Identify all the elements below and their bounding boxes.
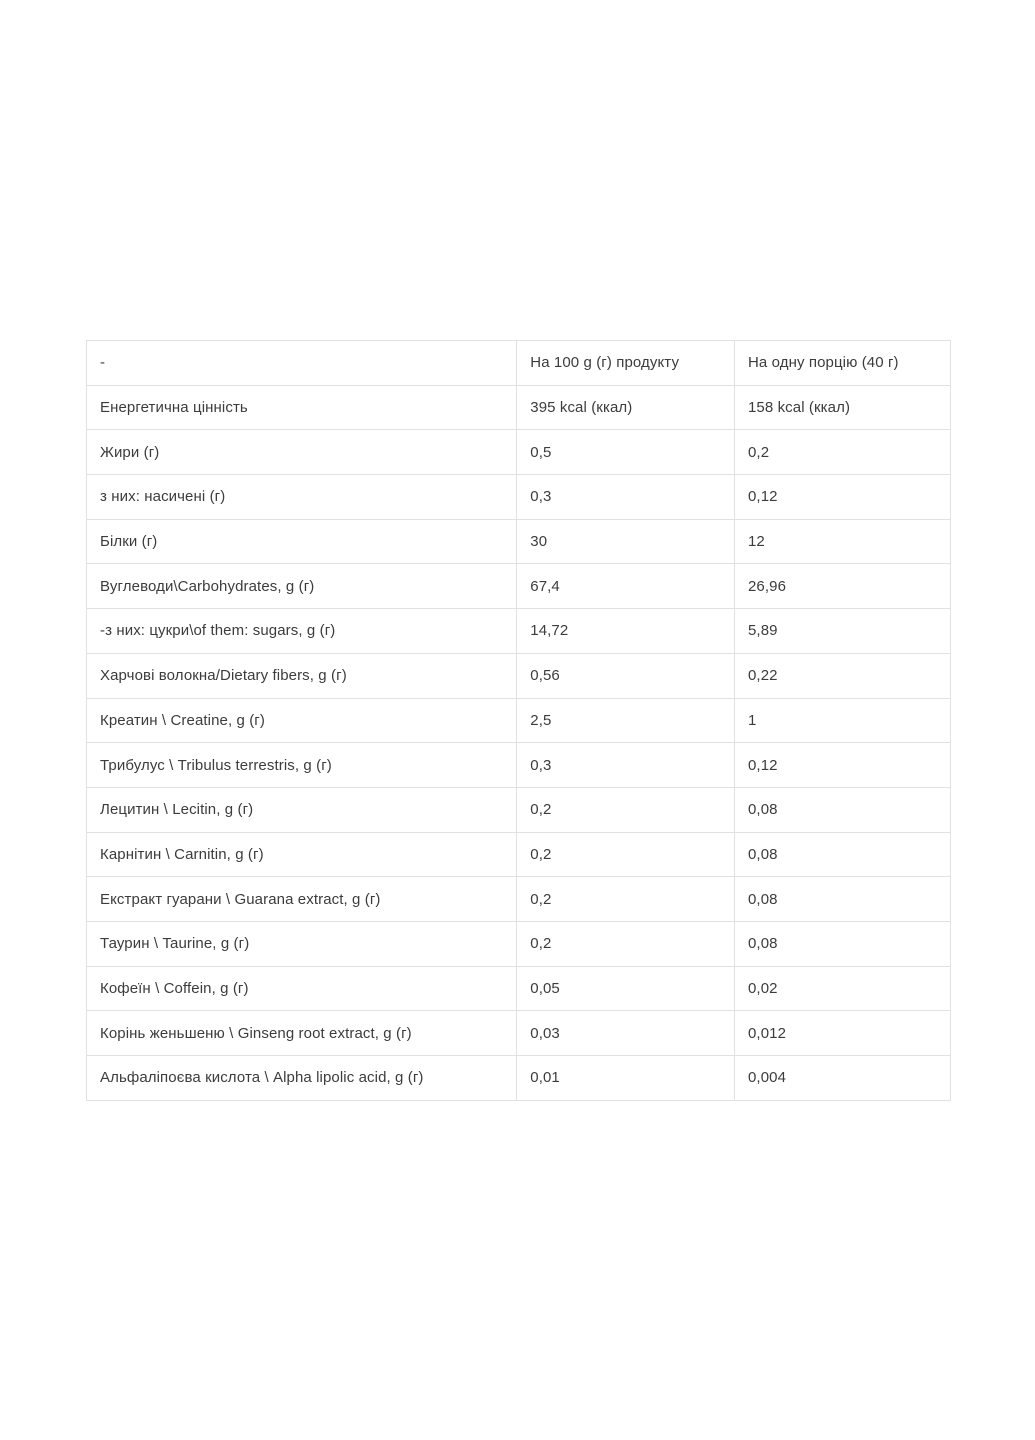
value-per-100g: 0,01 (517, 1056, 735, 1101)
table-row (87, 519, 951, 564)
table-row (87, 1056, 951, 1101)
value-per-serving: 0,08 (734, 921, 950, 966)
header-cell-per-100g: На 100 g (г) продукту (517, 341, 735, 386)
table-row (87, 787, 951, 832)
table-row (87, 832, 951, 877)
row-label: Кофеїн \ Coffein, g (г) (87, 966, 517, 1011)
value-per-serving: 158 kcal (ккал) (734, 385, 950, 430)
value-per-100g: 0,2 (517, 921, 735, 966)
value-per-100g: 0,5 (517, 430, 735, 475)
table-row (87, 385, 951, 430)
header-cell-per-serving: На одну порцію (40 г) (734, 341, 950, 386)
value-per-serving: 0,22 (734, 653, 950, 698)
value-per-100g: 0,05 (517, 966, 735, 1011)
row-label: -з них: цукри\of them: sugars, g (г) (87, 609, 517, 654)
value-per-100g: 30 (517, 519, 735, 564)
value-per-serving: 0,08 (734, 877, 950, 922)
value-per-100g: 395 kcal (ккал) (517, 385, 735, 430)
row-label: Корінь женьшеню \ Ginseng root extract, g (г) (87, 1011, 517, 1056)
row-label: Енергетична цінність (87, 385, 517, 430)
value-per-100g: 2,5 (517, 698, 735, 743)
value-per-serving: 0,12 (734, 475, 950, 520)
row-label: Альфаліпоєва кислота \ Alpha lipolic acid, g (г) (87, 1056, 517, 1101)
value-per-100g: 67,4 (517, 564, 735, 609)
value-per-serving: 0,08 (734, 832, 950, 877)
nutrition-table (86, 340, 951, 1101)
table-row (87, 966, 951, 1011)
value-per-100g: 0,03 (517, 1011, 735, 1056)
table-row (87, 698, 951, 743)
table-row (87, 430, 951, 475)
nutrition-table-container (86, 340, 951, 1101)
row-label: Таурин \ Taurine, g (г) (87, 921, 517, 966)
table-row (87, 653, 951, 698)
value-per-100g: 0,3 (517, 475, 735, 520)
row-label: Лецитин \ Lecitin, g (г) (87, 787, 517, 832)
value-per-100g: 0,2 (517, 832, 735, 877)
value-per-serving: 0,08 (734, 787, 950, 832)
row-label: Трибулус \ Tribulus terrestris, g (г) (87, 743, 517, 788)
table-header-row (87, 341, 951, 386)
value-per-serving: 0,12 (734, 743, 950, 788)
table-row (87, 475, 951, 520)
value-per-serving: 0,2 (734, 430, 950, 475)
row-label: Екстракт гуарани \ Guarana extract, g (г) (87, 877, 517, 922)
value-per-serving: 12 (734, 519, 950, 564)
row-label: з них: насичені (г) (87, 475, 517, 520)
value-per-100g: 0,3 (517, 743, 735, 788)
row-label: Білки (г) (87, 519, 517, 564)
table-row (87, 877, 951, 922)
value-per-serving: 0,012 (734, 1011, 950, 1056)
value-per-100g: 0,2 (517, 877, 735, 922)
value-per-100g: 0,2 (517, 787, 735, 832)
table-row (87, 743, 951, 788)
header-cell-blank: - (87, 341, 517, 386)
row-label: Креатин \ Creatine, g (г) (87, 698, 517, 743)
value-per-serving: 0,02 (734, 966, 950, 1011)
row-label: Карнітин \ Carnitin, g (г) (87, 832, 517, 877)
table-row (87, 921, 951, 966)
table-row (87, 1011, 951, 1056)
table-row (87, 564, 951, 609)
row-label: Харчові волокна/Dietary fibers, g (г) (87, 653, 517, 698)
value-per-serving: 0,004 (734, 1056, 950, 1101)
row-label: Вуглеводи\Carbohydrates, g (г) (87, 564, 517, 609)
table-row (87, 609, 951, 654)
value-per-100g: 0,56 (517, 653, 735, 698)
row-label: Жири (г) (87, 430, 517, 475)
value-per-serving: 1 (734, 698, 950, 743)
value-per-serving: 26,96 (734, 564, 950, 609)
value-per-100g: 14,72 (517, 609, 735, 654)
value-per-serving: 5,89 (734, 609, 950, 654)
